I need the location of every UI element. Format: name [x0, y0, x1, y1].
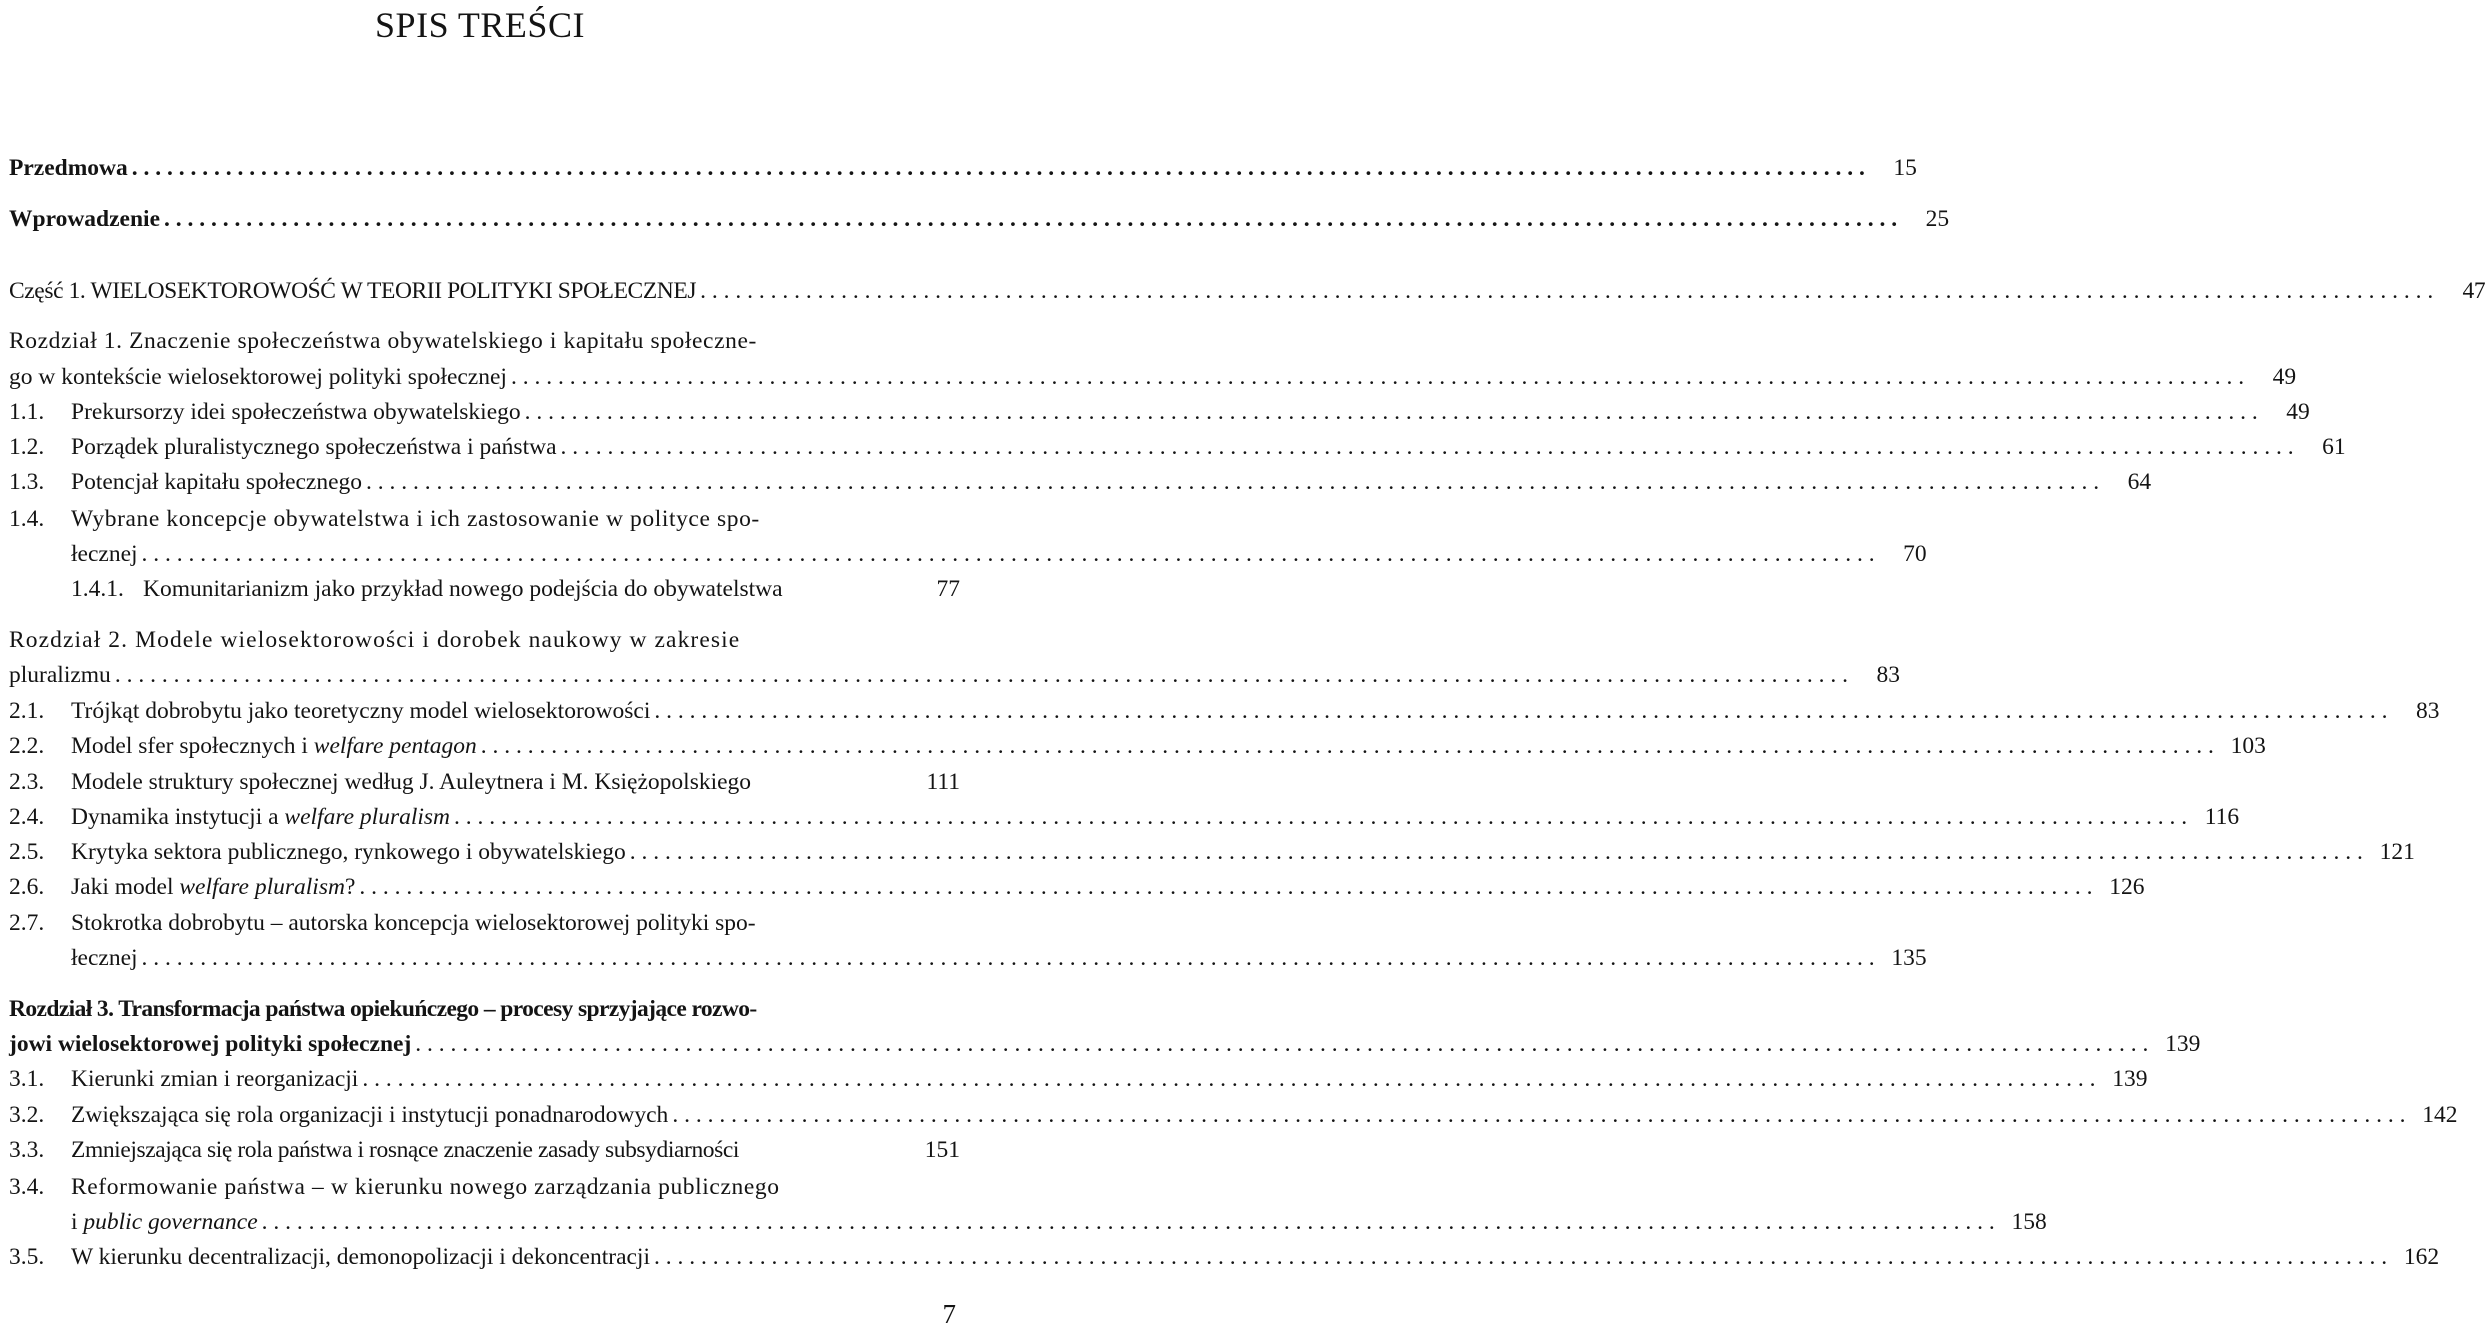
toc-entry-label: Model sfer społecznych i welfare pentagon	[71, 733, 477, 759]
italic-term: welfare pentagon	[313, 733, 477, 759]
toc-page-number: 158	[2011, 1209, 2047, 1235]
toc-entry-label: Prekursorzy idei społeczeństwa obywatelskiego	[71, 399, 521, 425]
toc-entry-1-1[interactable]	[9, 397, 2310, 427]
toc-entry-chapter-3-line2[interactable]	[9, 1029, 2201, 1059]
toc-entry-2-4[interactable]	[9, 802, 2240, 832]
toc-entry-chapter-2-line2[interactable]	[9, 660, 1900, 690]
toc-entry-2-2[interactable]	[9, 731, 2266, 761]
toc-section-number: 2.5.	[9, 839, 45, 865]
toc-page-number: 49	[2272, 364, 2297, 390]
toc-page-number: 126	[2109, 874, 2145, 900]
toc-entry-3-4-line1[interactable]	[9, 1172, 900, 1202]
dot-leader	[525, 397, 2258, 427]
toc-page-number: 83	[1876, 662, 1900, 688]
italic-term: welfare pluralism	[179, 874, 345, 900]
toc-entry-label: Modele struktury społecznej według J. Auleytnera i M. Księżopolskiego	[71, 769, 752, 795]
toc-entry-label: Komunitarianizm jako przykład nowego podejścia do obywatelstwa	[143, 576, 783, 602]
toc-entry-label: Trójkąt dobrobytu jako teoretyczny model wielosektorowości	[71, 698, 651, 724]
toc-section-number: 2.7.	[9, 910, 45, 936]
dot-leader	[415, 1029, 2148, 1059]
toc-section-number: 3.2.	[9, 1102, 45, 1128]
toc-page-number: 139	[2112, 1066, 2148, 1092]
dot-leader	[359, 872, 2092, 902]
toc-entry-chapter-1-line2[interactable]	[9, 362, 2297, 392]
toc-section-number: 3.3.	[9, 1137, 45, 1163]
toc-entry-label: i public governance	[71, 1209, 258, 1235]
toc-page-number: 142	[2422, 1102, 2458, 1128]
toc-entry-label: Część 1. WIELOSEKTOROWOŚĆ W TEORII POLITYKI SPOŁECZNEJ	[9, 278, 697, 304]
toc-entry-chapter-3-line1[interactable]	[9, 994, 900, 1024]
toc-page-number: 162	[2403, 1244, 2440, 1270]
toc-entry-3-2[interactable]	[9, 1100, 2458, 1130]
dot-leader	[132, 153, 1865, 183]
dot-leader	[654, 1242, 2387, 1272]
toc-entry-2-3[interactable]	[9, 767, 960, 797]
toc-section-number: 2.6.	[9, 874, 45, 900]
toc-page-number: 15	[1893, 155, 1917, 181]
toc-page-number: 70	[1903, 541, 1927, 567]
toc-page-number: 135	[1891, 945, 1927, 971]
toc-entry-label: Reformowanie państwa – w kierunku nowego zarządzania publicznego	[71, 1174, 780, 1200]
toc-page-number: 121	[2379, 839, 2415, 865]
toc-entry-label: Zmniejszająca się rola państwa i rosnące znaczenie zasady subsydiarności	[71, 1137, 740, 1163]
toc-entry-1-3[interactable]	[9, 467, 2152, 497]
toc-entry-label: W kierunku decentralizacji, demonopolizacji i dekoncentracji	[71, 1244, 650, 1270]
toc-entry-label: Dynamika instytucji a welfare pluralism	[71, 804, 451, 830]
toc-page-number: 139	[2165, 1031, 2201, 1057]
toc-entry-1-4-1[interactable]	[71, 574, 960, 604]
toc-entry-label: łecznej	[71, 945, 138, 971]
toc-entry-label: Krytyka sektora publicznego, rynkowego i obywatelskiego	[71, 839, 626, 865]
toc-entry-1-4-line2[interactable]	[71, 539, 1927, 569]
toc-section-number: 1.4.1.	[71, 576, 124, 602]
toc-entry-1-2[interactable]	[9, 432, 2346, 462]
toc-entry-3-4-line2[interactable]	[71, 1207, 2047, 1237]
toc-entry-label: Stokrotka dobrobytu – autorska koncepcja wielosektorowej polityki spo-	[71, 910, 756, 936]
toc-entry-przedmowa[interactable]	[9, 153, 1917, 183]
toc-entry-label: Wprowadzenie	[9, 206, 161, 232]
toc-entry-2-7-line2[interactable]	[71, 943, 1927, 973]
toc-entry-label: Jaki model welfare pluralism?	[71, 874, 356, 900]
dot-leader	[511, 362, 2244, 392]
dot-leader	[654, 696, 2387, 726]
toc-entry-3-5[interactable]	[9, 1242, 2440, 1272]
page-number: 7	[942, 1299, 956, 1329]
toc-section-number: 1.1.	[9, 399, 45, 425]
toc-entry-label: Zwiększająca się rola organizacji i instytucji ponadnarodowych	[71, 1102, 669, 1128]
toc-entry-label: Potencjał kapitału społecznego	[71, 469, 363, 495]
toc-entry-part-1[interactable]	[9, 276, 2485, 306]
toc-section-number: 3.1.	[9, 1066, 45, 1092]
toc-entry-3-3[interactable]	[9, 1135, 960, 1165]
toc-page-number: 151	[924, 1137, 960, 1163]
dot-leader	[366, 467, 2099, 497]
dot-leader	[561, 432, 2294, 462]
toc-section-number: 1.3.	[9, 469, 45, 495]
dot-leader	[362, 1064, 2095, 1094]
toc-entry-label: łecznej	[71, 541, 138, 567]
toc-entry-label: Rozdział 3. Transformacja państwa opiekuńczego – procesy sprzyjające rozwo-	[9, 996, 757, 1022]
toc-section-number: 1.4.	[9, 506, 45, 532]
page-title: SPIS TREŚCI	[375, 5, 585, 45]
toc-entry-label: jowi wielosektorowej polityki społecznej	[9, 1031, 412, 1057]
toc-entry-2-7-line1[interactable]	[9, 908, 900, 938]
italic-term: public governance	[83, 1209, 258, 1235]
dot-leader	[164, 204, 1897, 234]
toc-section-number: 2.3.	[9, 769, 45, 795]
dot-leader	[481, 731, 2214, 761]
toc-entry-2-6[interactable]	[9, 872, 2145, 902]
toc-page-number: 116	[2204, 804, 2240, 830]
toc-entry-chapter-1-line1[interactable]	[9, 326, 960, 356]
dot-leader	[672, 1100, 2405, 1130]
dot-leader	[115, 660, 1848, 690]
toc-entry-label: Wybrane koncepcje obywatelstwa i ich zastosowanie w polityce spo-	[71, 506, 760, 532]
toc-entry-wprowadzenie[interactable]	[9, 204, 1950, 234]
dot-leader	[700, 276, 2433, 306]
toc-page-number: 77	[936, 576, 960, 602]
italic-term: welfare pluralism	[284, 804, 451, 830]
toc-section-number: 2.1.	[9, 698, 45, 724]
toc-page-number: 83	[2415, 698, 2440, 724]
toc-page-number: 47	[2462, 278, 2485, 304]
toc-entry-2-1[interactable]	[9, 696, 2440, 726]
toc-entry-label: Porządek pluralistycznego społeczeństwa i państwa	[71, 434, 557, 460]
toc-page-number: 103	[2230, 733, 2266, 759]
toc-entry-label: Rozdział 1. Znaczenie społeczeństwa obywatelskiego i kapitału społeczne-	[9, 328, 757, 354]
dot-leader	[630, 837, 2363, 867]
toc-entry-label: Przedmowa	[9, 155, 128, 181]
toc-page-number: 61	[2322, 434, 2346, 460]
toc-section-number: 1.2.	[9, 434, 45, 460]
toc-section-number: 3.5.	[9, 1244, 45, 1270]
toc-section-number: 3.4.	[9, 1174, 45, 1200]
toc-entry-3-1[interactable]	[9, 1064, 2148, 1094]
toc-entry-label: pluralizmu	[9, 662, 111, 688]
toc-entry-2-5[interactable]	[9, 837, 2415, 867]
toc-page-number: 111	[926, 769, 960, 795]
toc-entry-chapter-2-line1[interactable]	[9, 625, 900, 655]
dot-leader	[142, 539, 1875, 569]
toc-page-number: 25	[1925, 206, 1950, 232]
dot-leader	[142, 943, 1875, 973]
toc-section-number: 2.2.	[9, 733, 45, 759]
toc-entry-1-4-line1[interactable]	[9, 504, 900, 534]
toc-page-number: 49	[2286, 399, 2310, 425]
dot-leader	[454, 802, 2187, 832]
toc-entry-label: Rozdział 2. Modele wielosektorowości i dorobek naukowy w zakresie	[9, 627, 741, 653]
toc-section-number: 2.4.	[9, 804, 45, 830]
toc-entry-label: go w kontekście wielosektorowej polityki społecznej	[9, 364, 507, 390]
toc-entry-label: Kierunki zmian i reorganizacji	[71, 1066, 359, 1092]
dot-leader	[262, 1207, 1995, 1237]
toc-page-number: 64	[2127, 469, 2152, 495]
